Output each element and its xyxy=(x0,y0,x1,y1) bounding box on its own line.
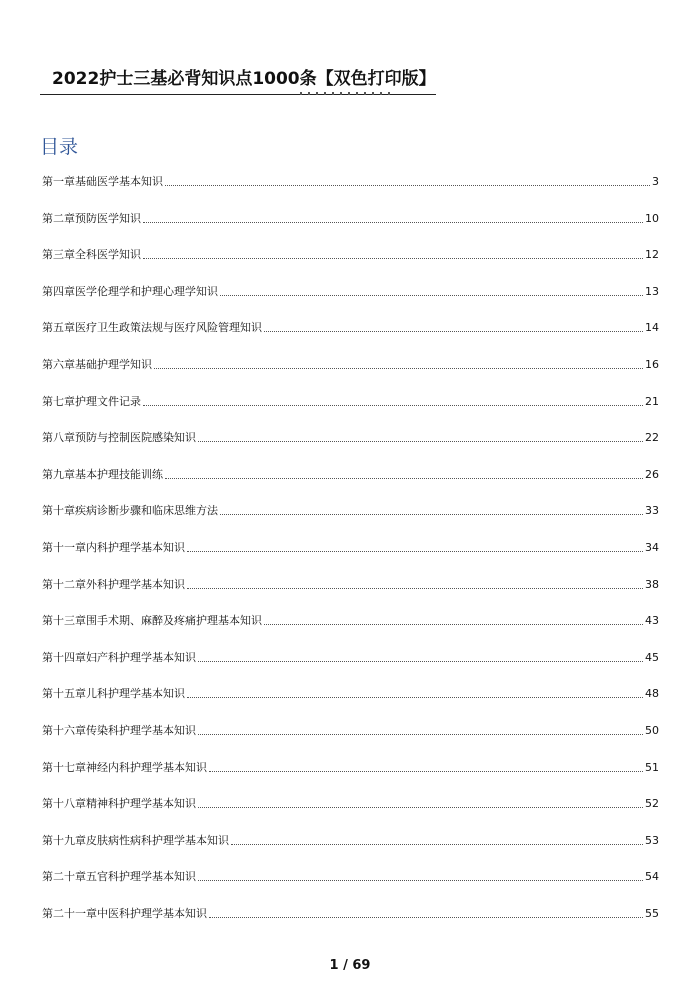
toc-entry-label: 第六章基础护理学知识 xyxy=(42,357,152,371)
toc-entry-leader xyxy=(231,843,643,845)
toc-entry-page-number: 55 xyxy=(645,906,659,920)
toc-entry-label: 第三章全科医学知识 xyxy=(42,248,141,262)
toc-entry-leader xyxy=(143,404,643,406)
toc-entry-page-number: 54 xyxy=(645,870,659,884)
toc-entry-label: 第十五章儿科护理学基本知识 xyxy=(42,687,185,701)
toc-entry-leader xyxy=(154,367,643,369)
toc-entry-label: 第一章基础医学基本知识 xyxy=(42,175,163,188)
toc-entry-label: 第九章基本护理技能训练 xyxy=(42,467,163,481)
toc-entry-leader xyxy=(209,916,643,918)
toc-entry-page-number: 34 xyxy=(645,540,659,554)
toc-entry-page-number: 45 xyxy=(645,650,659,664)
toc-entry-page-number: 43 xyxy=(645,614,659,628)
toc-entry[interactable] xyxy=(42,410,659,447)
toc-entry-leader xyxy=(198,660,643,662)
toc-entry[interactable] xyxy=(42,849,659,886)
toc-entry-page-number: 26 xyxy=(645,467,659,481)
toc-entry[interactable] xyxy=(42,702,659,739)
toc-entry-label: 第七章护理文件记录 xyxy=(42,394,141,408)
toc-entry-leader xyxy=(264,623,643,625)
toc-heading: 目录 xyxy=(40,136,79,158)
toc-entry-page-number: 3 xyxy=(652,175,659,188)
toc-entry-label: 第十八章精神科护理学基本知识 xyxy=(42,797,196,811)
toc-entry[interactable] xyxy=(42,373,659,410)
toc-entry-page-number: 52 xyxy=(645,797,659,811)
toc-entry-page-number: 38 xyxy=(645,577,659,591)
toc-entry[interactable] xyxy=(42,593,659,630)
toc-entry-leader xyxy=(187,550,643,552)
toc-entry-page-number: 16 xyxy=(645,357,659,371)
toc-entry-leader xyxy=(198,806,643,808)
toc-entry[interactable] xyxy=(42,776,659,813)
toc-list xyxy=(42,170,659,922)
toc-entry[interactable] xyxy=(42,336,659,373)
toc-entry[interactable] xyxy=(42,556,659,593)
toc-entry-page-number: 12 xyxy=(645,248,659,262)
toc-entry[interactable] xyxy=(42,666,659,703)
toc-entry[interactable] xyxy=(42,263,659,300)
toc-entry-leader xyxy=(198,733,643,735)
toc-entry[interactable] xyxy=(42,812,659,849)
toc-entry-label: 第十六章传染科护理学基本知识 xyxy=(42,723,196,737)
toc-entry-leader xyxy=(220,294,643,296)
toc-entry-page-number: 13 xyxy=(645,284,659,298)
toc-entry-label: 第二十一章中医科护理学基本知识 xyxy=(42,906,207,920)
toc-entry-leader xyxy=(198,440,643,442)
toc-entry-label: 第十四章妇产科护理学基本知识 xyxy=(42,650,196,664)
title-underline-marks xyxy=(300,92,390,95)
page-indicator: 1 / 69 xyxy=(329,958,371,973)
toc-entry[interactable] xyxy=(42,446,659,483)
toc-entry-leader xyxy=(209,770,643,772)
toc-entry[interactable] xyxy=(42,739,659,776)
toc-entry-page-number: 53 xyxy=(645,833,659,847)
toc-entry-label: 第十九章皮肤病性病科护理学基本知识 xyxy=(42,833,229,847)
toc-entry-leader xyxy=(143,257,643,259)
toc-entry[interactable] xyxy=(42,885,659,922)
toc-entry-label: 第十一章内科护理学基本知识 xyxy=(42,540,185,554)
document-title: 2022护士三基必背知识点1000条【双色打印版】 xyxy=(52,69,436,89)
toc-entry[interactable] xyxy=(42,629,659,666)
toc-entry-label: 第十二章外科护理学基本知识 xyxy=(42,577,185,591)
toc-entry-leader xyxy=(143,221,643,223)
toc-entry[interactable] xyxy=(42,170,659,190)
toc-entry[interactable] xyxy=(42,190,659,227)
toc-entry[interactable] xyxy=(42,300,659,337)
toc-entry-page-number: 50 xyxy=(645,723,659,737)
toc-entry[interactable] xyxy=(42,519,659,556)
toc-entry-page-number: 22 xyxy=(645,431,659,445)
toc-entry-page-number: 14 xyxy=(645,321,659,335)
toc-entry-leader xyxy=(264,330,643,332)
toc-entry-label: 第二十章五官科护理学基本知识 xyxy=(42,870,196,884)
toc-entry-leader xyxy=(165,477,643,479)
toc-entry-page-number: 48 xyxy=(645,687,659,701)
toc-entry-page-number: 51 xyxy=(645,760,659,774)
toc-entry-label: 第五章医疗卫生政策法规与医疗风险管理知识 xyxy=(42,321,262,335)
toc-entry[interactable] xyxy=(42,227,659,264)
toc-entry-leader xyxy=(187,696,643,698)
toc-entry-page-number: 21 xyxy=(645,394,659,408)
toc-entry-label: 第十章疾病诊断步骤和临床思维方法 xyxy=(42,504,218,518)
toc-entry-page-number: 33 xyxy=(645,504,659,518)
toc-entry-label: 第八章预防与控制医院感染知识 xyxy=(42,431,196,445)
toc-entry-leader xyxy=(220,513,643,515)
toc-entry-leader xyxy=(165,184,650,186)
toc-entry[interactable] xyxy=(42,483,659,520)
toc-entry-leader xyxy=(187,587,643,589)
toc-entry-label: 第四章医学伦理学和护理心理学知识 xyxy=(42,284,218,298)
toc-entry-leader xyxy=(198,879,643,881)
toc-entry-label: 第十三章围手术期、麻醉及疼痛护理基本知识 xyxy=(42,614,262,628)
toc-entry-page-number: 10 xyxy=(645,211,659,225)
toc-entry-label: 第二章预防医学知识 xyxy=(42,211,141,225)
toc-entry-label: 第十七章神经内科护理学基本知识 xyxy=(42,760,207,774)
